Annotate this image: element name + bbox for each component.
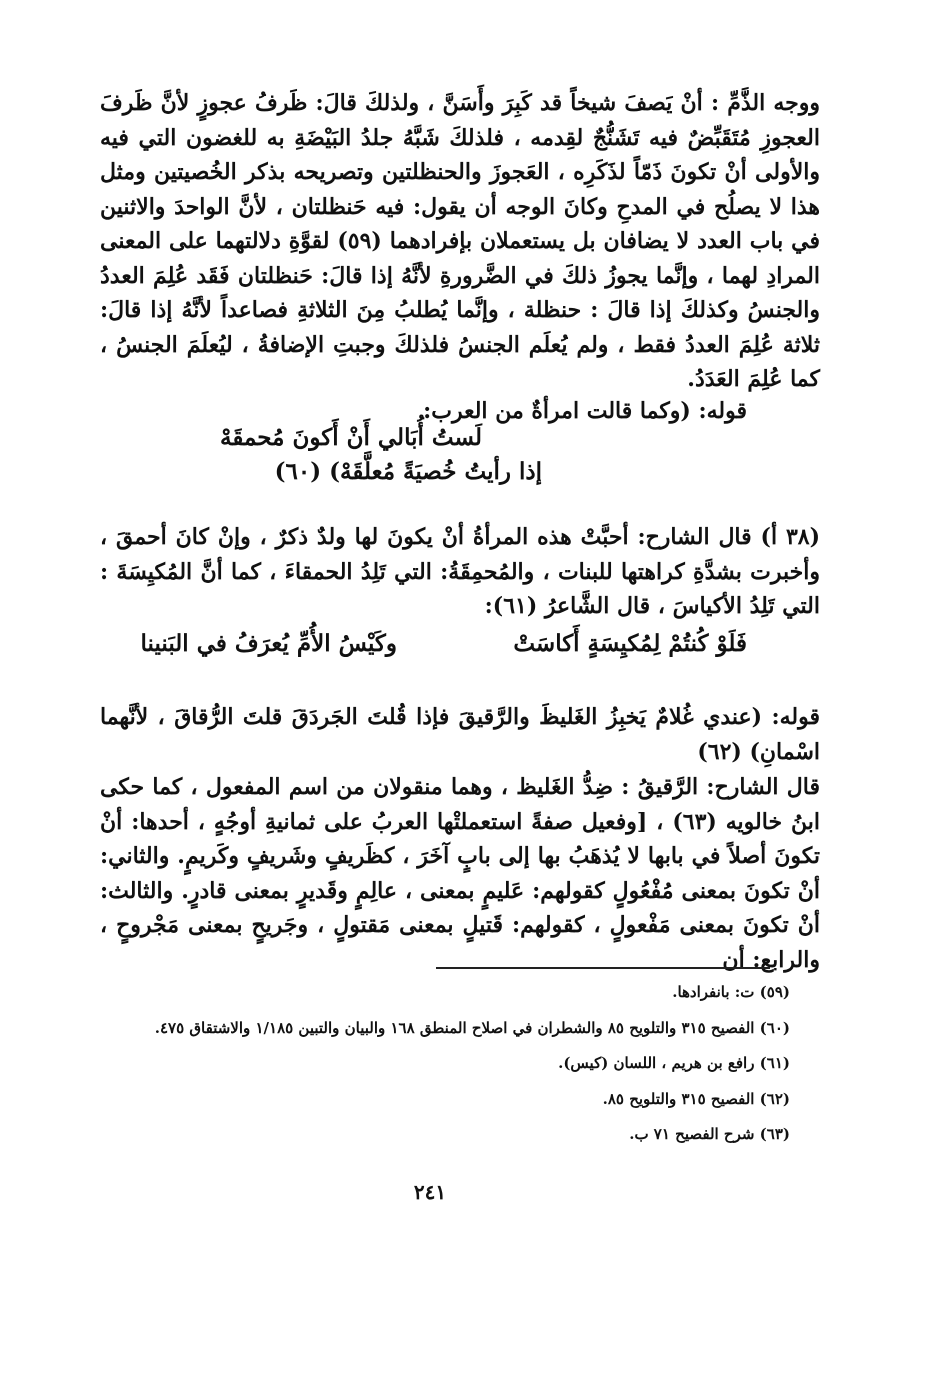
footnote-60: (٦٠) الفصيح ٣١٥ والتلويح ٨٥ والشطران في اصلاح المنطق ١٦٨ والبيان والتبين ١/١٨٥ والاشتقاق ٤٧٥.	[154, 1018, 790, 1037]
verse-2-first-hemistich: فَلَوْ كُنتُمْ لِمُكيِسَةٍ أَكاسَتْ	[513, 630, 747, 657]
footnotes	[150, 983, 790, 1161]
verse-1-line-1: لَستُ أُبَالي أَنْ أَكونَ مُحمقَهْ	[220, 424, 482, 451]
paragraph-2: (٣٨ أ) قال الشارح: أحبَّتْ هذه المرأةُ أنْ يكونَ لها ولدٌ ذكرٌ ، وإنْ كانَ أحمقَ ، وأخبرت بشدَّةِ كراهتها للبنات ، والمُحمِقَةُ: التي تَلِدُ الحمقاءَ ، كما أنَّ المُكيِسَةَ : التي تَلِدُ الأكياسَ ، قال الشَّاعرُ (٦١):	[100, 524, 820, 619]
footnote-separator	[436, 967, 770, 969]
paragraph-4: قال الشارح: الرَّقيقُ : ضِدُّ الغَليظ ، وهما منقولان من اسم المفعول ، كما حكى ابنُ خالويه (٦٣) ، [وفعيل صفةً استعملتْها العربُ على ثمانيةِ أوجُهٍ ، أحدها: أنْ تكونَ أصلاً في بابها لا يُذهَبُ بها إلى بابٍ آخَرَ ، كظَريفٍ وشَريفٍ وكَريمٍ. والثاني: أنْ تكونَ بمعنى مُفْعُولٍ كقولهم: عَليمٍ بمعنى ، عالِمٍ وقَديرٍ بمعنى قادرٍ. والثالث: أنْ تكونَ بمعنى مَفْعولٍ ، كقولهم: قَتيلٍ بمعنى مَقتولٍ ، وجَريحٍ بمعنى مَجْروحٍ ، والرابع: أن	[100, 774, 820, 973]
paragraph-3: قوله: (عندي غُلامٌ يَخبِزُ الغَليظَ والرَّقيقَ فإذا قُلتَ الجَردَقَ قلتَ الرُّقاقَ ، لأنَّهما اسْمانِ) (٦٢)	[100, 704, 820, 765]
footnote-59: (٥٩) ت: بانفرادها.	[672, 983, 790, 1001]
verse-1-line-2: إذا رأيتُ خُصيَةً مُعلَّقَهْ) (٦٠)	[274, 458, 542, 485]
quote-intro: قوله: (وكما قالت امرأةٌ من العرب:	[423, 398, 747, 424]
footnote-63: (٦٣) شرح الفصيح ٧١ ب.	[629, 1125, 790, 1143]
page-number: ٢٤١	[413, 1180, 447, 1204]
paragraph-1: ووجه الذَّمِّ : أنْ يَصفَ شيخاً قد كَبِرَ وأَسَنَّ ، ولذلكَ قالَ: ظَرفُ عجوزٍ لأنَّ ظَرفَ العجوزِ مُتَقَبِّضٌ فيه تَشَنُّجٌ لقِدمه ، فلذلكَ شَبَّهُ جلدُ البَيْضَةِ به للغضون التي فيه والأولى أنْ تكونَ ذَمّاً لذَكَرِه ، العَجوزَ والحنظلتين وتصريحه بذكر الخُصيتين ومثل هذا لا يصلُح في المدحِ وكانَ الوجه أن يقول: فيه حَنظلتان ، لأنَّ الواحدَ والاثنين في باب العدد لا يضافان بل يستعملان بإفرادهما (٥٩) لقوَّةِ دلالتهما على المعنى المرادِ لهما ، وإنَّما يجوزُ ذلكَ في الضَّرورةِ لأنَّهُ إذا قالَ: حَنظلتان فَقَد عُلِمَ العددُ والجنسُ وكذلكَ إذا قالَ : حنظلة ، وإنَّما يُطلبُ مِنَ الثلاثةِ فصاعداً لأنَّهُ إذا قالَ: ثلاثة عُلِمَ العددُ فقط ، ولم يُعلَم الجنسُ فلذلكَ وجبتِ الإضافةُ ، ليُعلَمَ الجنسُ ، كما عُلِمَ العَدَدُ.	[100, 90, 821, 392]
footnote-61: (٦١) رافع بن هريم ، اللسان (كيس).	[558, 1054, 790, 1072]
footnote-62: (٦٢) الفصيح ٣١٥ والتلويح ٨٥.	[602, 1089, 790, 1108]
verse-2-second-hemistich: وكَيْسُ الأُمِّ يُعرَفُ في البَنينا	[140, 630, 397, 657]
